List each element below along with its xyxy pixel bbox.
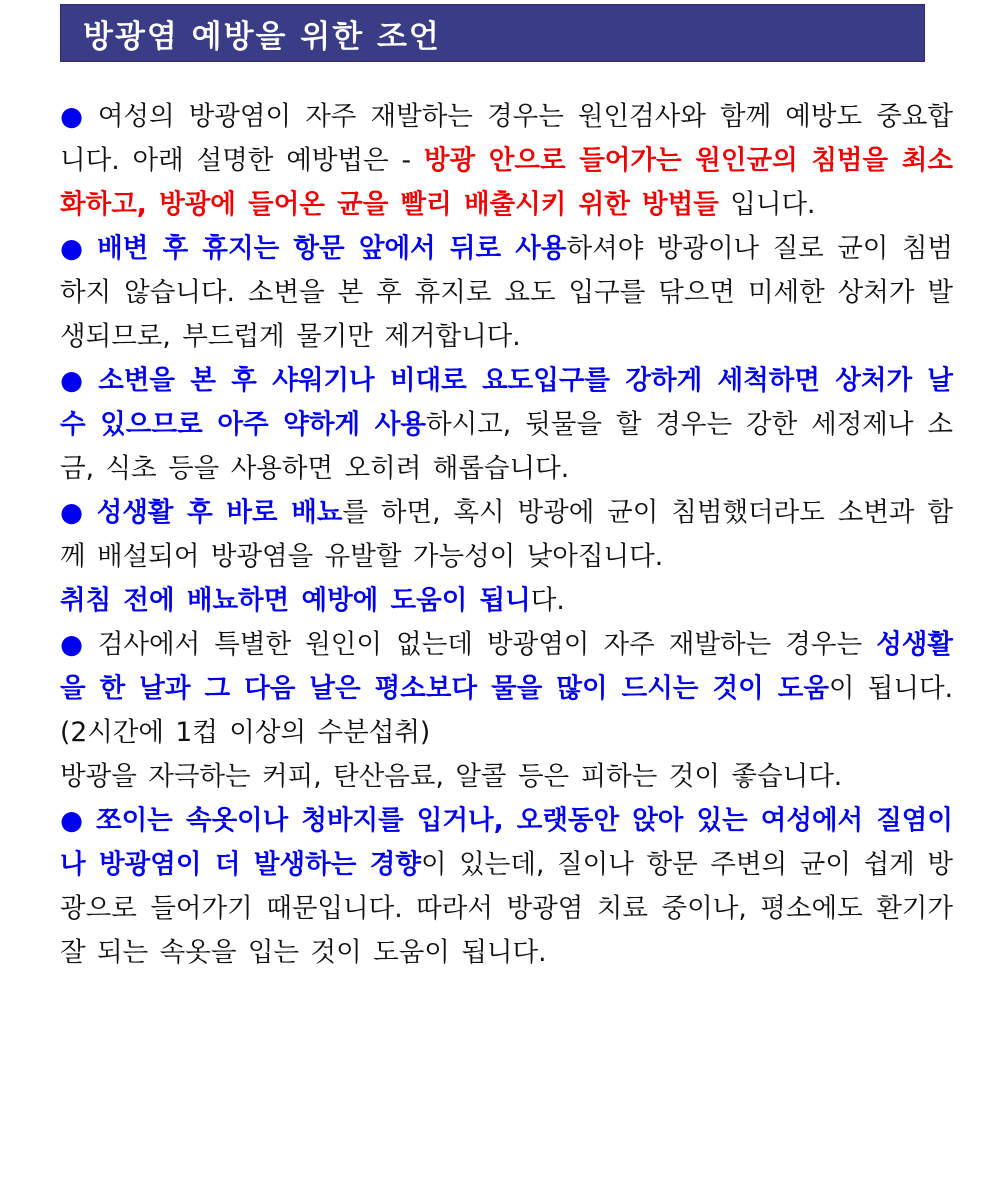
title-banner [60, 4, 925, 62]
emphasis-text-blue: 소변을 본 후 샤워기나 비대로 요도입구를 강하게 세척하면 상처가 날 수 있으므로 아주 약하게 사용 [60, 365, 953, 440]
advice-paragraph [60, 579, 953, 623]
advice-paragraph [60, 623, 953, 755]
bullet-dot-icon: ● [60, 365, 87, 396]
bullet-dot-icon: ● [60, 805, 84, 836]
advice-paragraph [60, 95, 953, 227]
emphasis-text-blue: 취침 전에 배뇨하면 예방에 도움이 됩니 [60, 585, 531, 616]
advice-paragraph [60, 491, 953, 579]
paragraph-text: 검사에서 특별한 원인이 없는데 방광염이 자주 재발하는 경우는 [97, 629, 877, 660]
advice-paragraph [60, 359, 953, 491]
advice-body [60, 95, 953, 975]
bullet-dot-icon: ● [60, 629, 86, 660]
paragraph-text: 입니다. [718, 189, 816, 220]
emphasis-text-blue: 배변 후 휴지는 항문 앞에서 뒤로 사용 [97, 233, 567, 264]
paragraph-text: 여성의 방광염이 자주 재발하는 경우는 원인검사와 함께 예방도 중요합니다. 아래 설명한 예방법은 - [60, 101, 954, 176]
emphasis-text-blue: 쪼이는 속옷이나 청바지를 입거나, 오랫동안 앉아 있는 여성에서 질염이나 방광염이 더 발생하는 경향 [60, 805, 954, 880]
paragraph-text: 하셔야 방광이나 질로 균이 침범하지 않습니다. 소변을 본 후 휴지로 요도 입구를 닦으면 미세한 상처가 발생되므로, 부드럽게 물기만 제거합니다. [60, 233, 954, 352]
paragraph-text: 다. [530, 585, 565, 616]
emphasis-text-blue: 성생활을 한 날과 그 다음 날은 평소보다 물을 많이 드시는 것이 도움 [60, 629, 954, 704]
bullet-dot-icon: ● [60, 101, 86, 132]
emphasis-text-blue: 성생활 후 바로 배뇨 [96, 497, 343, 528]
advice-paragraph [60, 227, 953, 359]
paragraph-text: 이 있는데, 질이나 항문 주변의 균이 쉽게 방광으로 들어가기 때문입니다. 따라서 방광염 치료 중이나, 평소에도 환기가 잘 되는 속옷을 입는 것이 도움이 됩니다. [60, 849, 954, 968]
page-title: 방광염 예방을 위한 조언 [83, 18, 441, 55]
advice-paragraph [60, 755, 953, 799]
paragraph-text: 이 됩니다. (2시간에 1컵 이상의 수분섭취) [60, 673, 953, 748]
advice-paragraph [60, 799, 953, 975]
bullet-dot-icon: ● [60, 233, 86, 264]
bullet-dot-icon: ● [60, 497, 85, 528]
paragraph-text: 하시고, 뒷물을 할 경우는 강한 세정제나 소금, 식초 등을 사용하면 오히려 해롭습니다. [60, 409, 953, 484]
emphasis-text-red: 방광 안으로 들어가는 원인균의 침범을 최소화하고, 방광에 들어온 균을 빨리 배출시키 위한 방법들 [60, 145, 953, 220]
paragraph-text: 를 하면, 혹시 방광에 균이 침범했더라도 소변과 함께 배설되어 방광염을 유발할 가능성이 낮아집니다. [60, 497, 953, 572]
paragraph-text: 방광을 자극하는 커피, 탄산음료, 알콜 등은 피하는 것이 좋습니다. [60, 761, 843, 792]
